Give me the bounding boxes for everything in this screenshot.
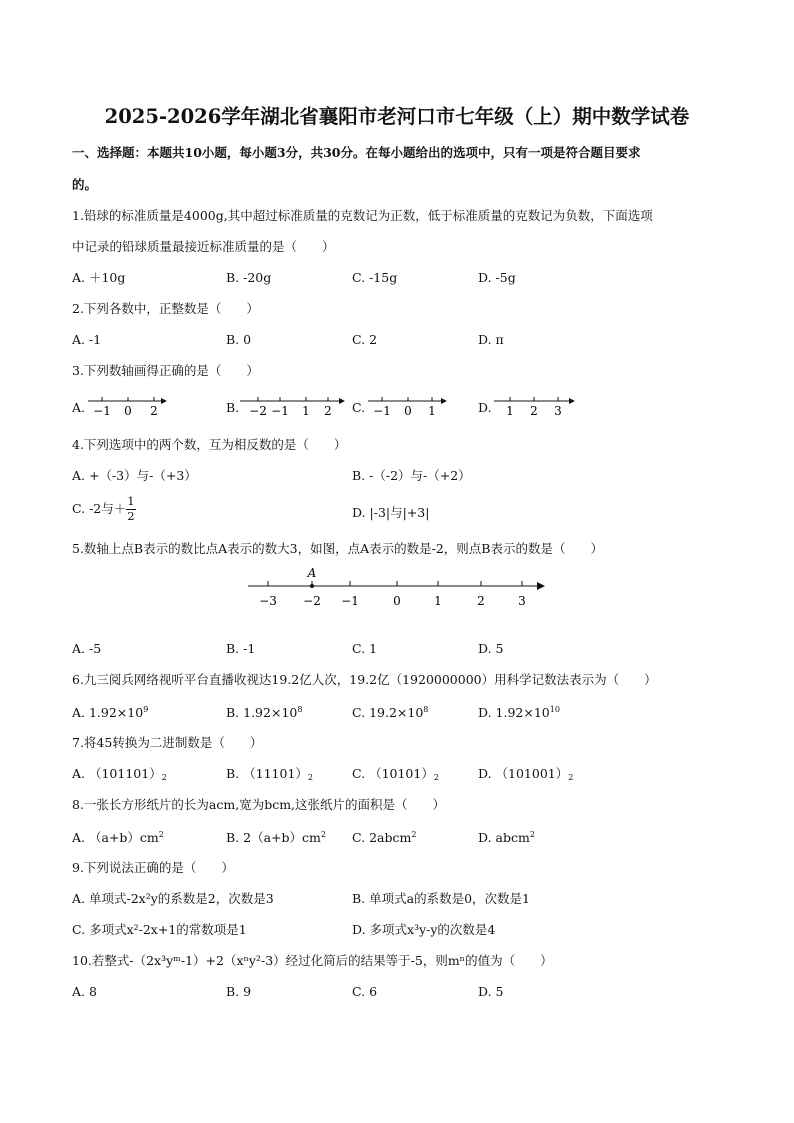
q5-tick-label: 0: [393, 594, 401, 608]
q8-option-a-text: A. （a+b）cm: [72, 830, 159, 845]
q8-option-c-text: C. 2abcm: [352, 830, 412, 845]
q6-stem: 6.九三阅兵网络视听平台直播收视达19.2亿人次，19.2亿（1920000000）用科学记数法表示为（ ）: [72, 672, 657, 687]
q2-option-b: B. 0: [226, 332, 252, 347]
q10-option-c: C. 6: [352, 984, 378, 999]
q6-option-d-exponent: 10: [549, 705, 560, 714]
q3-c-tick-label: 0: [404, 404, 412, 418]
q9-option-b: B. 单项式a的系数是0，次数是1: [352, 891, 530, 906]
q6-option-d-base: D. 1.92×10: [478, 705, 550, 720]
q3-b-tick-label: −2: [249, 404, 267, 418]
q4-option-b: B. -（-2）与-（+2）: [352, 468, 471, 483]
q7-option-d: [478, 768, 573, 782]
q6-option-a-exponent: 9: [143, 705, 149, 714]
q6-option-a: [72, 706, 148, 720]
q7-option-a: [72, 768, 167, 782]
q3-number-line-d: [492, 394, 578, 420]
q5-point-a-label: A: [307, 566, 317, 580]
q1-stem-line1: 1.铅球的标准质量是4000g,其中超过标准质量的克数记为正数，低于标准质量的克数记为负数，下面选项: [72, 208, 653, 223]
q3-stem: 3.下列数轴画得正确的是（ ）: [72, 363, 259, 378]
q5-option-b: B. -1: [226, 641, 256, 656]
q7-option-d-base: 2: [568, 773, 574, 782]
q6-option-a-base: A. 1.92×10: [72, 705, 144, 720]
q8-option-a: [72, 831, 164, 845]
q2-stem: 2.下列各数中，正整数是（ ）: [72, 301, 259, 316]
q3-d-tick-label: 3: [554, 404, 562, 418]
q1-option-d: D. -5g: [478, 270, 516, 285]
q4-option-c-fraction: [126, 496, 135, 522]
q3-c-tick-label: −1: [373, 404, 391, 418]
section-heading-line1: 一、选择题：本题共10小题，每小题3分，共30分。在每小题给出的选项中，只有一项是符合题目要求: [72, 145, 641, 160]
q5-point-a: [310, 584, 314, 588]
q8-option-d: [478, 831, 535, 845]
q8-option-d-text: D. abcm: [478, 830, 530, 845]
q3-option-c-label: C.: [352, 400, 366, 415]
q7-stem: 7.将45转换为二进制数是（ ）: [72, 735, 263, 750]
q4-stem: 4.下列选项中的两个数，互为相反数的是（ ）: [72, 437, 347, 452]
q4-option-a: A. +（-3）与-（+3）: [72, 468, 197, 483]
q3-a-tick-label: 2: [150, 404, 158, 418]
q3-b-tick-label: 1: [302, 404, 310, 418]
q4-option-c-text: C. -2与＋: [72, 500, 127, 516]
q7-option-c: [352, 768, 439, 782]
q6-option-c: [352, 706, 428, 720]
q8-option-a-exponent: 2: [158, 830, 164, 839]
q6-option-b-base: B. 1.92×10: [226, 705, 298, 720]
page-title: 2025-2026学年湖北省襄阳市老河口市七年级（上）期中数学试卷: [104, 105, 690, 128]
q5-tick-label: 2: [477, 594, 485, 608]
q5-number-line: [244, 564, 550, 612]
q3-option-d-label: D.: [478, 400, 492, 415]
q3-number-line-a: [86, 394, 170, 420]
q3-option-b-label: B.: [226, 400, 240, 415]
q3-number-line-b: [238, 394, 350, 420]
q5-option-c: C. 1: [352, 641, 378, 656]
q3-b-tick-label: −1: [271, 404, 289, 418]
q7-option-b-text: B. （11101）: [226, 766, 308, 781]
q6-option-d: [478, 706, 560, 720]
q1-option-b: B. -20g: [226, 270, 272, 285]
q1-stem-line2: 中记录的铅球质量最接近标准质量的是（ ）: [72, 239, 335, 254]
q8-option-c: [352, 831, 416, 845]
q4-fraction-denominator: 2: [127, 508, 135, 523]
q10-option-a: A. 8: [72, 984, 97, 999]
q6-option-b-exponent: 8: [297, 705, 303, 714]
q8-option-b-exponent: 2: [320, 830, 326, 839]
section-heading-line2: 的。: [72, 177, 98, 192]
q6-option-b: [226, 706, 302, 720]
q7-option-b-base: 2: [307, 773, 313, 782]
q3-option-a-label: A.: [72, 400, 86, 415]
q5-tick-label: −2: [303, 594, 321, 608]
q3-b-tick-label: 2: [324, 404, 332, 418]
q5-stem: 5.数轴上点B表示的数比点A表示的数大3，如图，点A表示的数是-2，则点B表示的数是（ ）: [72, 541, 603, 556]
q6-option-c-base: C. 19.2×10: [352, 705, 424, 720]
q7-option-c-base: 2: [433, 773, 439, 782]
q8-stem: 8.一张长方形纸片的长为acm,宽为bcm,这张纸片的面积是（ ）: [72, 797, 446, 812]
q3-d-tick-label: 1: [506, 404, 514, 418]
q3-c-tick-label: 1: [428, 404, 436, 418]
q5-tick-label: 3: [518, 594, 526, 608]
q4-fraction-numerator: 1: [127, 494, 135, 508]
q7-option-a-base: 2: [161, 773, 167, 782]
q9-option-d: D. 多项式x³y-y的次数是4: [352, 922, 496, 937]
q4-option-c: [72, 496, 136, 522]
q9-option-a: A. 单项式-2x²y的系数是2，次数是3: [72, 891, 274, 906]
q2-option-a: A. -1: [72, 332, 102, 347]
q1-option-c: C. -15g: [352, 270, 398, 285]
q3-number-line-c: [366, 394, 450, 420]
q3-a-tick-label: 0: [124, 404, 132, 418]
q8-option-b: [226, 831, 326, 845]
q8-option-b-text: B. 2（a+b）cm: [226, 830, 321, 845]
q6-option-c-exponent: 8: [423, 705, 429, 714]
q7-option-b: [226, 768, 313, 782]
q5-option-d: D. 5: [478, 641, 504, 656]
q3-d-tick-label: 2: [530, 404, 538, 418]
q7-option-c-text: C. （10101）: [352, 766, 434, 781]
q5-tick-label: 1: [434, 594, 442, 608]
q10-option-d: D. 5: [478, 984, 504, 999]
q8-option-c-exponent: 2: [411, 830, 417, 839]
q10-stem: 10.若整式-（2x³yᵐ-1）+2（xⁿy²-3）经过化简后的结果等于-5，则mⁿ的值为（ ）: [72, 953, 553, 968]
q10-option-b: B. 9: [226, 984, 252, 999]
q9-stem: 9.下列说法正确的是（ ）: [72, 860, 234, 875]
q9-option-c: C. 多项式x²-2x+1的常数项是1: [72, 922, 247, 937]
q8-option-d-exponent: 2: [529, 830, 535, 839]
q5-tick-label: −1: [341, 594, 359, 608]
q5-option-a: A. -5: [72, 641, 102, 656]
q1-option-a: A. ＋10g: [72, 270, 126, 285]
q2-option-c: C. 2: [352, 332, 378, 347]
q2-option-d: D. π: [478, 332, 504, 347]
q3-a-tick-label: −1: [93, 404, 111, 418]
q5-tick-label: −3: [259, 594, 277, 608]
q7-option-a-text: A. （101101）: [72, 766, 162, 781]
q7-option-d-text: D. （101001）: [478, 766, 569, 781]
q4-option-d: D. |-3|与|+3|: [352, 505, 430, 520]
